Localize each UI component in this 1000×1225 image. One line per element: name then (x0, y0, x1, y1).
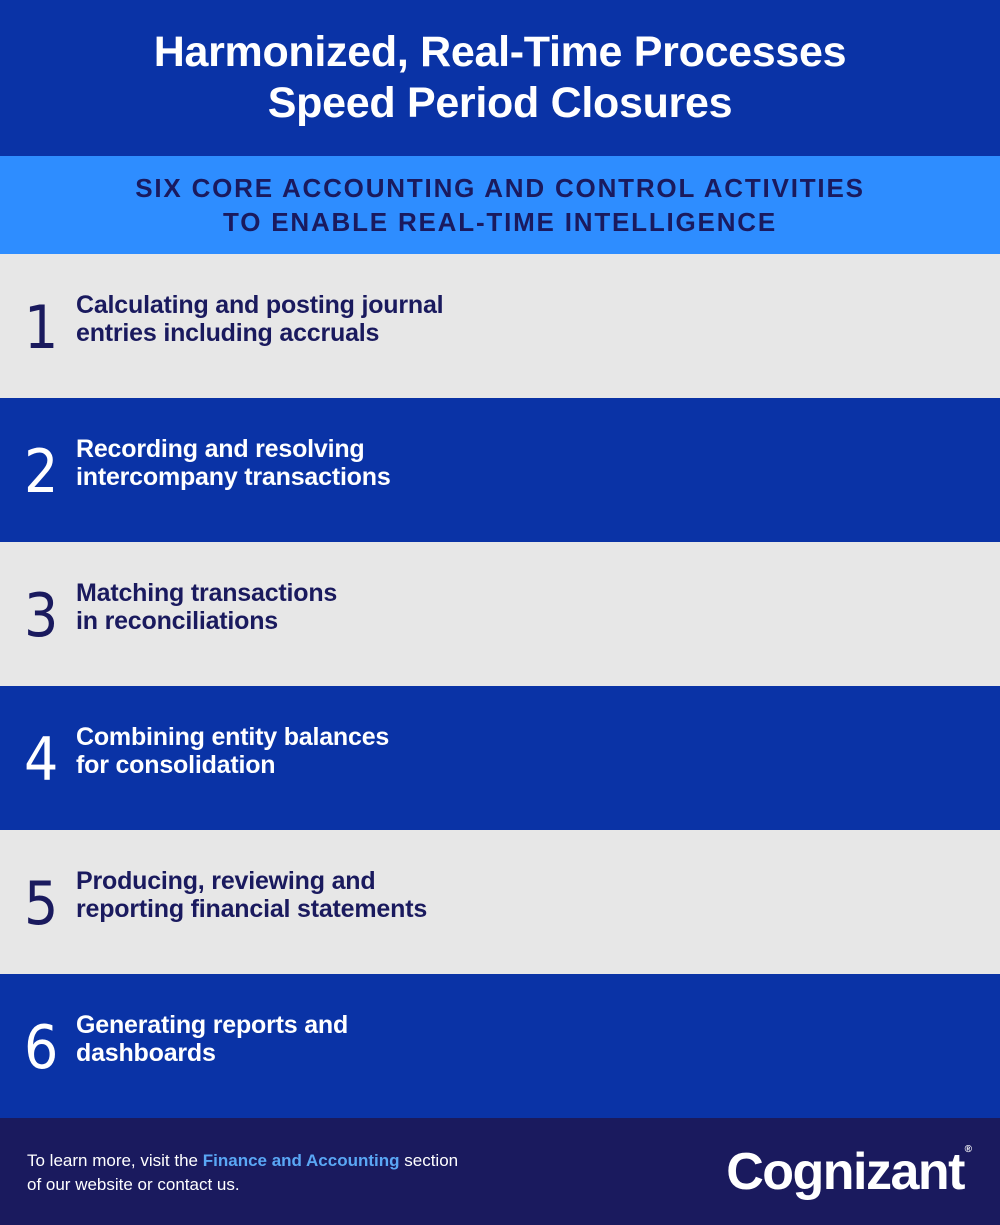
activity-item-3 (0, 542, 1000, 686)
activity-item-1 (0, 254, 1000, 398)
footer-cta (27, 1149, 458, 1197)
activity-number: 4 (24, 725, 59, 795)
cta-suffix: section (399, 1150, 459, 1170)
subtitle-line1: SIX CORE ACCOUNTING AND CONTROL ACTIVITIES (135, 173, 865, 203)
cognizant-logo (726, 1142, 972, 1202)
page-title-line1: Harmonized, Real-Time Processes (153, 28, 847, 76)
cta-line2: of our website or contact us. (27, 1174, 240, 1194)
activity-text: Recording and resolving intercompany transactions (76, 435, 391, 491)
activity-number: 6 (24, 1013, 59, 1083)
activity-item-2 (0, 398, 1000, 542)
activity-number: 1 (24, 293, 59, 363)
subtitle-line2: TO ENABLE REAL-TIME INTELLIGENCE (222, 207, 777, 237)
activity-text: Calculating and posting journal entries including accruals (76, 291, 444, 347)
activity-list (0, 254, 1000, 1118)
subheader-banner (0, 156, 1000, 254)
activity-text: Matching transactions in reconciliations (76, 579, 338, 635)
activity-text: Combining entity balances for consolidation (76, 723, 390, 779)
activity-number: 2 (24, 437, 59, 507)
activity-item-5 (0, 830, 1000, 974)
finance-accounting-link[interactable]: Finance and Accounting (202, 1150, 400, 1170)
activity-number: 3 (24, 581, 59, 651)
footer (0, 1118, 1000, 1225)
cta-prefix: To learn more, visit the (27, 1150, 203, 1170)
activity-number: 5 (24, 869, 59, 939)
activity-text: Generating reports and dashboards (76, 1011, 349, 1067)
page-title-line2: Speed Period Closures (267, 79, 733, 127)
header-banner (0, 0, 1000, 156)
page-title (154, 27, 847, 129)
activity-item-4 (0, 686, 1000, 830)
registered-mark: ® (964, 1143, 972, 1155)
subtitle (135, 171, 864, 239)
logo-text: Cognizant (726, 1142, 964, 1201)
activity-text: Producing, reviewing and reporting financial statements (76, 867, 428, 923)
activity-item-6 (0, 974, 1000, 1118)
